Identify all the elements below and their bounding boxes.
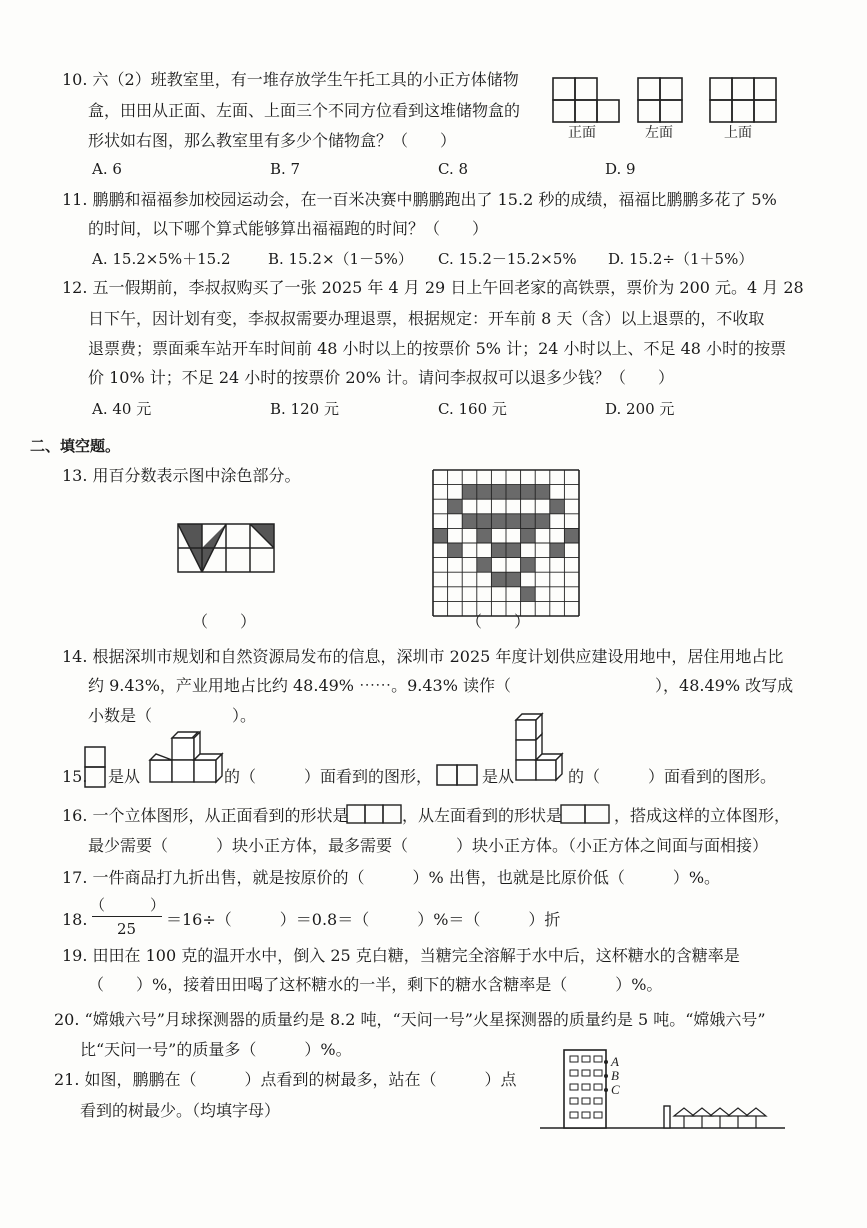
q10-top-view-figure — [708, 76, 778, 126]
q15-text-1: 是从 — [108, 767, 141, 786]
q11-option-a: A. 15.2×5%＋15.2 — [92, 250, 231, 268]
q16-line-2: 最少需要（ ）块小正方体，最多需要（ ）块小正方体。（小正方体之间面与面相接） — [88, 836, 769, 855]
q17-text: 17. 一件商品打九折出售，就是按原价的（ ）% 出售，也就是比原价低（ ）%。 — [62, 868, 721, 887]
q15-top-view-figure — [436, 764, 480, 788]
q15-side-view-figure — [84, 746, 108, 790]
q21-point-c: C — [611, 1082, 620, 1097]
q16-text-1: 16. 一个立体图形，从正面看到的形状是 — [62, 806, 349, 825]
q15-text-2: 的（ ）面看到的图形， — [224, 767, 433, 786]
q10-option-d: D. 9 — [605, 160, 636, 178]
q11-option-b: B. 15.2×（1－5%） — [268, 250, 413, 268]
q20-line-1: 20. “嫦娥六号”月球探测器的质量约是 8.2 吨，“天问一号”火星探测器的质量约是 5 吨。“嫦娥六号” — [54, 1010, 766, 1029]
q10-line-3: 形状如右图，那么教室里有多少个储物盒？（ ） — [88, 131, 457, 150]
q10-line-1: 10. 六（2）班教室里，有一堆存放学生午托工具的小正方体储物 — [62, 70, 519, 89]
q13-answer-blank-2[interactable]: （ ） — [466, 612, 531, 631]
q10-left-view-figure — [636, 76, 686, 126]
q21-line-1: 21. 如图，鹏鹏在（ ）点看到的树最多，站在（ ）点 — [54, 1070, 517, 1089]
q14-line-1: 14. 根据深圳市规划和自然资源局发布的信息，深圳市 2025 年度计划供应建设用地中，居住用地占比 — [62, 647, 784, 666]
q16-left-view-figure — [560, 804, 612, 826]
q16-front-view-figure — [346, 804, 402, 826]
q14-line-3: 小数是（ ）。 — [88, 706, 257, 725]
q15-text-4: 的（ ）面看到的图形。 — [568, 767, 777, 786]
q10-option-c: C. 8 — [438, 160, 469, 178]
q20-line-2: 比“天问一号”的质量多（ ）%。 — [80, 1040, 352, 1059]
q11-line-1: 11. 鹏鹏和福福参加校园运动会，在一百米决赛中鹏鹏跑出了 15.2 秒的成绩，福福比鹏鹏多花了 5% — [62, 190, 777, 209]
q15-number: 15. — [62, 767, 88, 786]
q19-line-1: 19. 田田在 100 克的温开水中，倒入 25 克白糖，当糖完全溶解于水中后，这杯糖水的含糖率是 — [62, 946, 740, 965]
q12-line-4: 价 10% 计；不足 24 小时的按票价 20% 计。请问李叔叔可以退多少钱？（ ） — [88, 368, 675, 387]
q21-point-a: A — [611, 1054, 619, 1069]
q21-building-trees-figure — [540, 1038, 790, 1133]
q18-fraction-bar — [92, 916, 162, 917]
q10-label-top: 上面 — [724, 125, 752, 141]
q10-front-view-figure — [551, 76, 631, 126]
q16-text-2: ，从左面看到的形状是 — [402, 806, 563, 825]
q18-number: 18. — [62, 910, 88, 929]
q13-text: 13. 用百分数表示图中涂色部分。 — [62, 466, 301, 485]
q12-option-b: B. 120 元 — [270, 400, 339, 418]
q12-option-a: A. 40 元 — [92, 400, 152, 418]
q15-solid-figure-1 — [146, 736, 226, 792]
q10-line-2: 盒，田田从正面、左面、上面三个不同方位看到这堆储物盒的 — [88, 101, 521, 120]
q13-answer-blank-1[interactable]: （ ） — [192, 612, 257, 631]
q21-point-b: B — [611, 1068, 619, 1083]
q12-line-3: 退票费；票面乘车站开车时间前 48 小时以上的按票价 5% 计；24 小时以上、不足 48 小时的按票 — [88, 339, 787, 358]
q16-text-3: ，搭成这样的立体图形， — [614, 806, 791, 825]
q19-line-2: （ ）%，接着田田喝了这杯糖水的一半，剩下的糖水含糖率是（ ）%。 — [88, 975, 663, 994]
q15-solid-figure-2 — [512, 712, 572, 794]
q10-option-a: A. 6 — [92, 160, 122, 178]
q18-denominator: 25 — [117, 920, 137, 938]
q11-line-2: 的时间，以下哪个算式能够算出福福跑的时间？（ ） — [88, 219, 489, 238]
q12-line-1: 12. 五一假期前，李叔叔购买了一张 2025 年 4 月 29 日上午回老家的高铁票，票价为 200 元。4 月 28 — [62, 278, 804, 297]
q21-line-2: 看到的树最少。（均填字母） — [80, 1101, 281, 1120]
q12-option-d: D. 200 元 — [605, 400, 675, 418]
q10-label-left: 左面 — [645, 125, 673, 141]
q11-option-c: C. 15.2－15.2×5% — [438, 250, 577, 268]
q11-option-d: D. 15.2÷（1＋5%） — [608, 250, 754, 268]
q12-option-c: C. 160 元 — [438, 400, 507, 418]
q18-numerator-blank[interactable]: （ ） — [90, 896, 166, 914]
q13-shaded-rectangle-figure — [178, 524, 278, 574]
q12-line-2: 日下午，因计划有变，李叔叔需要办理退票，根据规定：开车前 8 天（含）以上退票的，不收取 — [88, 309, 765, 328]
q10-option-b: B. 7 — [270, 160, 301, 178]
section-title-fill-blank: 二、填空题。 — [30, 437, 121, 455]
q10-label-front: 正面 — [568, 125, 596, 141]
q14-line-2: 约 9.43%，产业用地占比约 48.49% ⋯⋯。9.43% 读作（ ），48.49% 改写成 — [88, 676, 794, 695]
q13-shaded-grid-figure — [433, 470, 583, 620]
q15-text-3: 是从 — [482, 767, 515, 786]
q18-equation: ＝16÷（ ）＝0.8＝（ ）%＝（ ）折 — [166, 910, 561, 929]
